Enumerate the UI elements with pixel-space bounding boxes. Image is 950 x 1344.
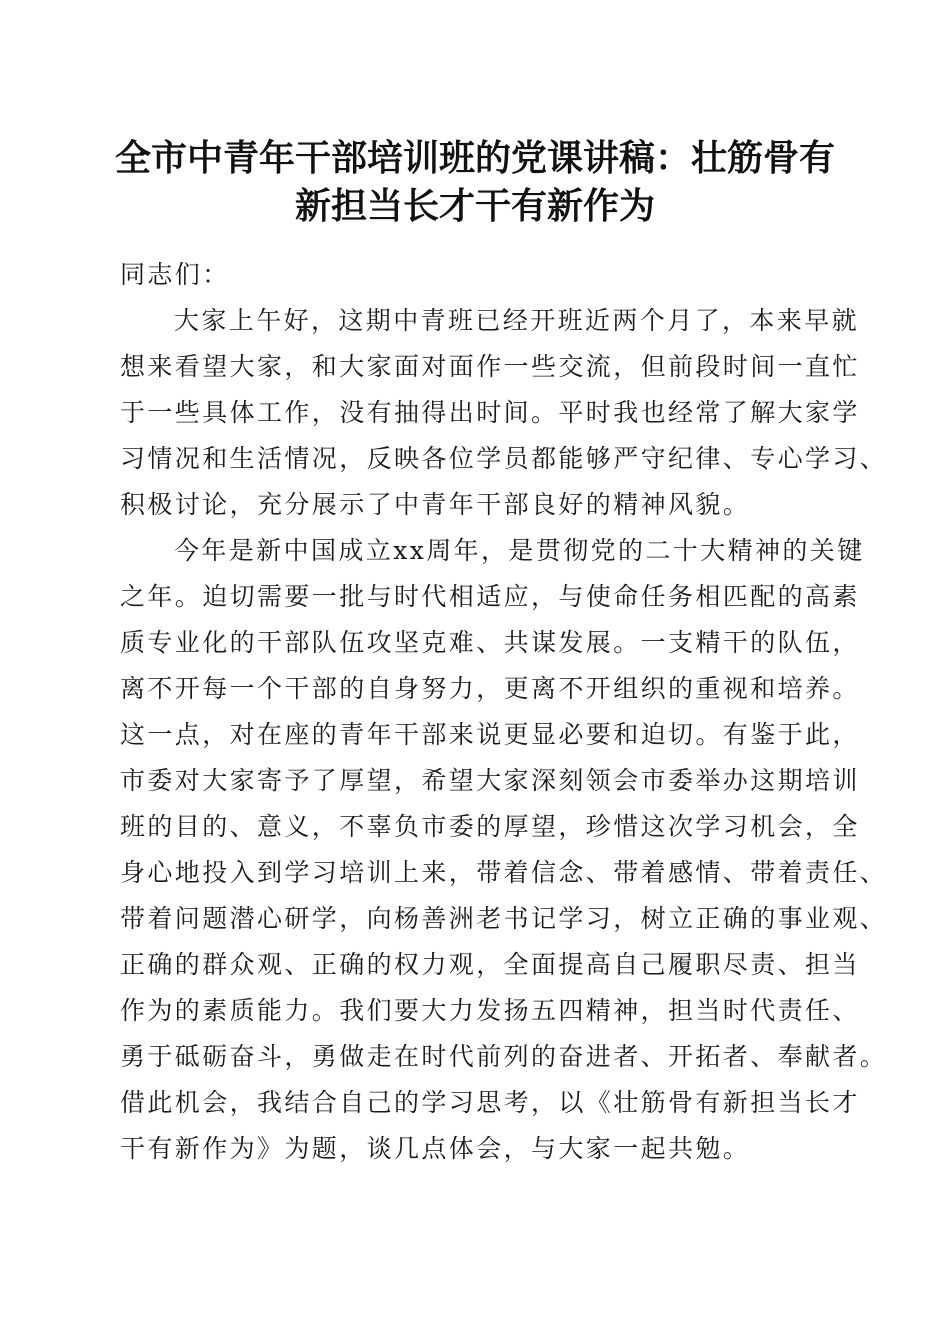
paragraph-line: 大家上午好，这期中青班已经开班近两个月了，本来早就 — [174, 306, 860, 335]
paragraph-line: 之年。迫切需要一批与时代相适应，与使命任务相匹配的高素 — [120, 582, 860, 611]
paragraph-line: 正确的群众观、正确的权力观，全面提高自己履职尽责、担当 — [120, 950, 860, 979]
paragraph-1 — [120, 298, 888, 528]
paragraph-line: 积极讨论，充分展示了中青年干部良好的精神风貌。 — [120, 490, 751, 519]
title-line-2: 新担当长才干有新作为 — [294, 185, 655, 227]
paragraph-line: 质专业化的干部队伍攻坚克难、共谋发展。一支精干的队伍， — [120, 628, 860, 657]
paragraph-line: 市委对大家寄予了厚望，希望大家深刻领会市委举办这期培训 — [120, 766, 860, 795]
paragraph-line: 干有新作为》为题，谈几点体会，与大家一起共勉。 — [120, 1134, 751, 1163]
paragraph-line: 班的目的、意义，不辜负市委的厚望，珍惜这次学习机会，全 — [120, 812, 860, 841]
paragraph-line: 想来看望大家，和大家面对面作一些交流，但前段时间一直忙 — [120, 352, 860, 381]
paragraph-line: 习情况和生活情况，反映各位学员都能够严守纪律、专心学习、 — [120, 444, 888, 473]
document-body — [120, 252, 888, 1172]
paragraph-line: 作为的素质能力。我们要大力发扬五四精神，担当时代责任、 — [120, 996, 860, 1025]
paragraph-line: 这一点，对在座的青年干部来说更显必要和迫切。有鉴于此， — [120, 720, 860, 749]
paragraph-line: 借此机会，我结合自己的学习思考，以《壮筋骨有新担当长才 — [120, 1088, 860, 1117]
paragraph-2 — [120, 528, 888, 1172]
paragraph-line: 今年是新中国成立xx周年，是贯彻党的二十大精神的关键 — [174, 536, 865, 565]
paragraph-line: 勇于砥砺奋斗，勇做走在时代前列的奋进者、开拓者、奉献者。 — [120, 1042, 888, 1071]
title-line-1: 全市中青年干部培训班的党课讲稿：壮筋骨有 — [114, 137, 835, 179]
document-title — [100, 134, 850, 230]
paragraph-line: 离不开每一个干部的自身努力，更离不开组织的重视和培养。 — [120, 674, 860, 703]
paragraph-line: 带着问题潜心研学，向杨善洲老书记学习，树立正确的事业观、 — [120, 904, 888, 933]
paragraph-line: 于一些具体工作，没有抽得出时间。平时我也经常了解大家学 — [120, 398, 860, 427]
salutation: 同志们： — [120, 260, 230, 289]
paragraph-line: 身心地投入到学习培训上来，带着信念、带着感情、带着责任、 — [120, 858, 888, 887]
